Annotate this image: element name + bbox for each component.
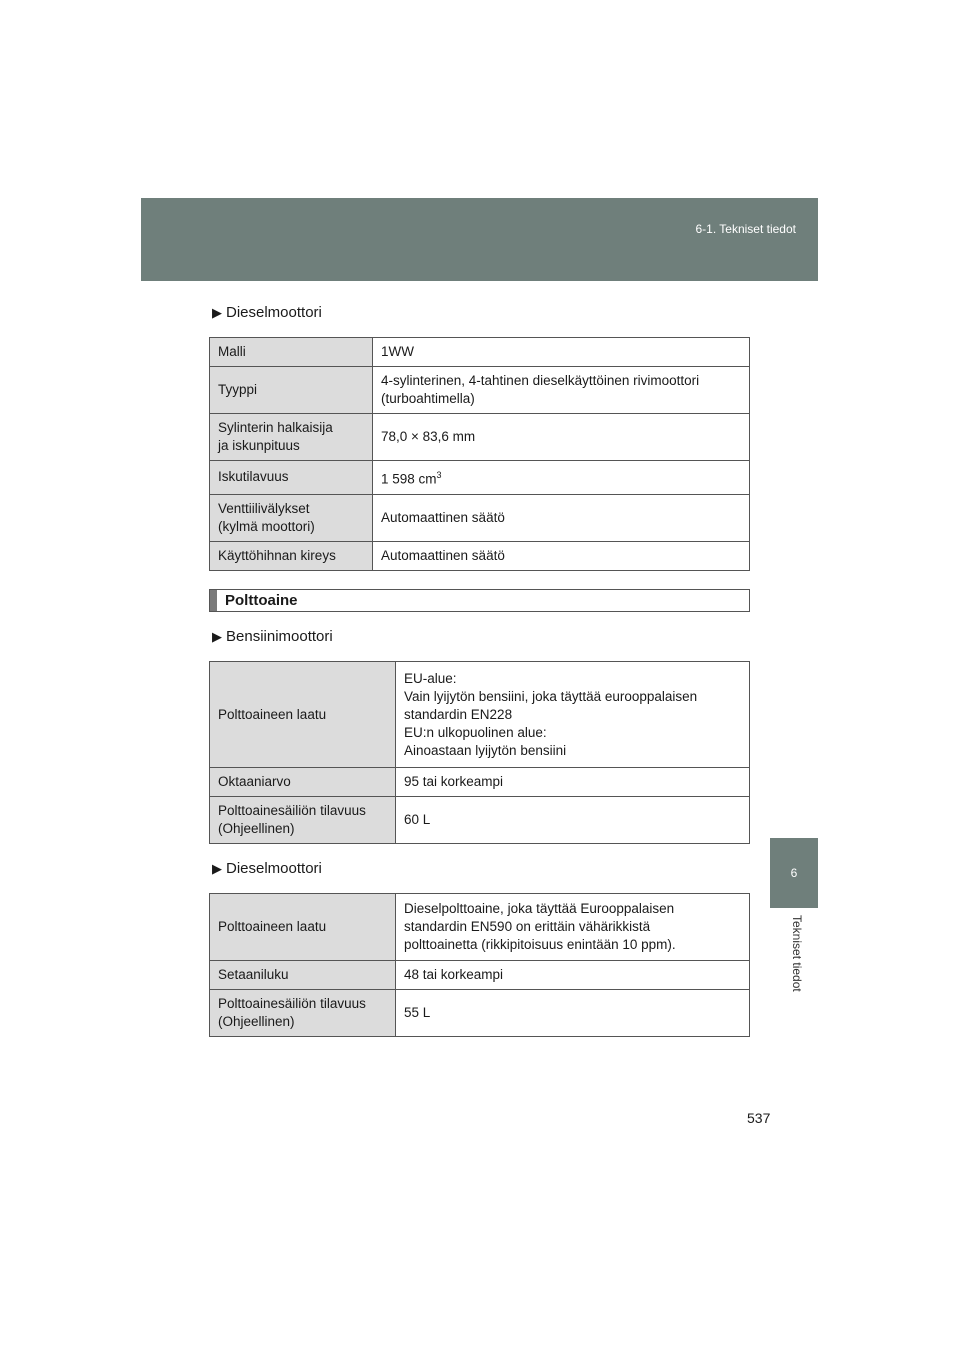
row-label: Käyttöhihnan kireys (210, 541, 373, 570)
triangle-bullet-icon: ▶ (212, 861, 222, 876)
table-row (210, 662, 750, 768)
chapter-tab (770, 838, 818, 908)
table-row (210, 461, 750, 495)
table-row (210, 541, 750, 570)
row-label: Iskutilavuus (210, 461, 373, 495)
table-row (210, 414, 750, 461)
header-band (141, 198, 818, 281)
table-row (210, 367, 750, 414)
table-row (210, 990, 750, 1037)
section-label: 6-1. Tekniset tiedot (695, 222, 796, 236)
engine-diesel-table (209, 337, 750, 571)
fuel-petrol-table (209, 661, 750, 844)
table-row (210, 894, 750, 961)
table-row (210, 961, 750, 990)
triangle-bullet-icon: ▶ (212, 305, 222, 320)
table-row (210, 768, 750, 797)
table-row (210, 338, 750, 367)
row-value: 48 tai korkeampi (396, 961, 750, 990)
table-row (210, 797, 750, 844)
chapter-number: 6 (790, 866, 798, 880)
row-value: 4-sylinterinen, 4-tahtinen dieselkäyttöinen rivimoottori (turboahtimella) (373, 367, 750, 414)
engine-diesel-heading: ▶ Dieselmoottori (212, 304, 322, 321)
row-value: Dieselpolttoaine, joka täyttää Eurooppalaisen standardin EN590 on erittäin vähärikkistä polttoainetta (rikkipitoisuus enintään 10 ppm). (396, 894, 750, 961)
section-accent (210, 590, 217, 611)
fuel-diesel-table (209, 893, 750, 1037)
row-label: Polttoainesäiliön tilavuus (Ohjeellinen) (210, 797, 396, 844)
row-label: Setaaniluku (210, 961, 396, 990)
row-value: EU-alue: Vain lyijytön bensiini, joka täyttää eurooppalaisen standardin EN228 EU:n ulkopuolinen alue: Ainoastaan lyijytön bensiini (396, 662, 750, 768)
fuel-petrol-heading: ▶ Bensiinimoottori (212, 628, 333, 645)
row-label: Polttoaineen laatu (210, 662, 396, 768)
fuel-diesel-heading: ▶ Dieselmoottori (212, 860, 322, 877)
row-label: Oktaaniarvo (210, 768, 396, 797)
row-value: 1 598 $cm^3$ (373, 461, 750, 495)
row-label: Sylinterin halkaisija ja iskunpituus (210, 414, 373, 461)
row-label: Tyyppi (210, 367, 373, 414)
row-label: Polttoainesäiliön tilavuus (Ohjeellinen) (210, 990, 396, 1037)
row-label: Polttoaineen laatu (210, 894, 396, 961)
row-value: 60 L (396, 797, 750, 844)
row-value: 95 tai korkeampi (396, 768, 750, 797)
page-number: 537 (747, 1110, 771, 1126)
row-value: 55 L (396, 990, 750, 1037)
row-value: 1WW (373, 338, 750, 367)
row-label: Malli (210, 338, 373, 367)
chapter-side-label: Tekniset tiedot (790, 915, 804, 992)
row-value: Automaattinen säätö (373, 541, 750, 570)
table-row (210, 494, 750, 541)
fuel-section-title-bar (209, 589, 750, 612)
triangle-bullet-icon: ▶ (212, 629, 222, 644)
fuel-section-title: Polttoaine (225, 592, 298, 609)
row-value: Automaattinen säätö (373, 494, 750, 541)
row-label: Venttiilivälykset (kylmä moottori) (210, 494, 373, 541)
row-value: 78,0 × 83,6 mm (373, 414, 750, 461)
